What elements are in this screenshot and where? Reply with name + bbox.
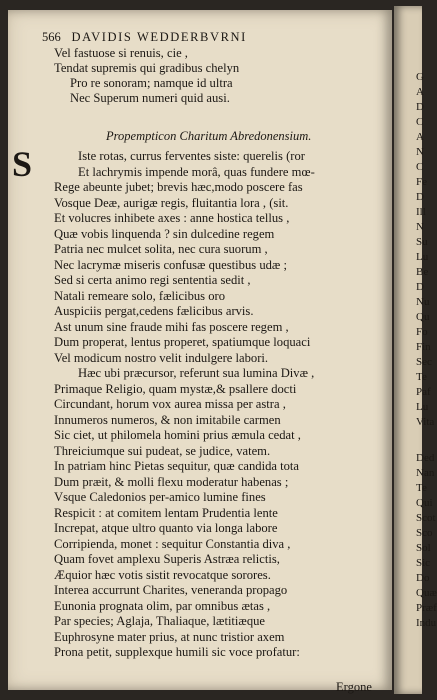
poem-line: Quam fovet amplexu Superis Astræa relictis,: [54, 552, 280, 566]
poem-line: Euphrosyne mater prius, at nunc tristior axem: [54, 629, 285, 644]
facing-page-fragment: Te: [416, 482, 427, 494]
poem-line: Natali remeare solo, fælicibus oro: [54, 288, 226, 303]
poem-line: Prona petit, supplexque humili sic voce profatur:: [54, 645, 300, 659]
poem-line: Interea accurrunt Charites, veneranda propago: [54, 583, 288, 597]
facing-page-fragment: Scot: [416, 512, 436, 524]
facing-page-fragment: Do: [416, 572, 430, 584]
facing-page-fragment: Sol: [416, 542, 431, 554]
facing-page-fragment: D: [416, 281, 424, 293]
facing-page-fragment: Præf: [416, 602, 437, 614]
poem-line: Sed si certa animo regi sententia sedit ,: [54, 273, 251, 287]
catchword: Ergone: [336, 680, 372, 694]
opening-verses: [54, 46, 354, 106]
facing-page-fragment: Lu: [416, 401, 429, 413]
facing-page-fragment: Ded: [416, 452, 435, 464]
poem-line: Hæc ubi præcursor, referunt sua lumina Divæ ,: [78, 366, 315, 380]
poem-line: Eunonia prognata olim, par omnibus ætas ,: [54, 598, 271, 613]
book-page: [8, 10, 392, 694]
poem-line: Primaque Religio, quam mystæ,& psallere docti: [54, 381, 297, 396]
poem-line: Increpat, atque ultro quanto via longa labore: [54, 521, 278, 535]
running-title: DAVIDIS WEDDERBVRNI: [71, 30, 247, 44]
verse-line: Nec Superum numeri quid ausi.: [70, 91, 230, 105]
facing-page-fragment: Lu: [416, 251, 429, 263]
poem-line: Threiciumque sui pudeat, se judice, vatem.: [54, 443, 271, 458]
facing-page-fragment: Ill: [416, 206, 426, 218]
poem-line: Par species; Aglaja, Thaliaque, lætitiæque: [54, 614, 266, 628]
facing-page-fragment: Sco: [416, 527, 433, 539]
poem-line: Dum præit, & molli flexu moderatur habenas ;: [54, 474, 289, 489]
poem-line: Ast unum sine fraude mihi fas poscere regem ,: [54, 319, 289, 334]
facing-page-fragment: Fo: [416, 326, 428, 338]
facing-page-fragment: C: [416, 161, 424, 173]
verse-line: Vel fastuose si renuis, cie ,: [54, 46, 188, 60]
facing-page-fragment: Qui: [416, 497, 433, 509]
facing-page-fragment: Qu: [416, 311, 430, 323]
page-number: 566: [42, 30, 61, 44]
running-header: [42, 30, 247, 45]
poem-line: Patria nec mulcet solita, nec cura suorum ,: [54, 242, 268, 256]
facing-page-fragment: Su: [416, 236, 428, 248]
poem-line: Vosque Deæ, aurigæ regis, fluitantia lora , (sit.: [54, 195, 289, 210]
facing-page-fragment: G: [416, 71, 424, 83]
facing-page-fragment: Nan: [416, 467, 435, 479]
poem-line: Rege abeunte jubet; brevis hæc,modo poscere fas: [54, 180, 303, 194]
facing-page-fragment: Indu: [416, 617, 437, 629]
facing-page-edge: [394, 6, 437, 694]
facing-page-fragment: N: [416, 146, 424, 158]
poem-body: [54, 149, 384, 661]
poem-line: Et volucres inhibete axes : anne hostica tellus ,: [54, 211, 290, 225]
poem-line: Nec lacrymæ miseris confusæ questibus udæ ;: [54, 257, 287, 272]
facing-page-fragment: C: [416, 116, 424, 128]
poem-title: Propempticon Charitum Abredonensium.: [106, 129, 312, 143]
facing-page-fragment: Be: [416, 266, 429, 278]
facing-page-fragment: Te: [416, 371, 427, 383]
poem-line: Auspiciis pergat,cedens fælicibus arvis.: [54, 304, 254, 318]
facing-page-fragment: Sic: [416, 557, 431, 569]
facing-page-fragment: Fin: [416, 341, 431, 353]
facing-page-fragment: N: [416, 221, 424, 233]
facing-page-fragment: Nu: [416, 296, 430, 308]
poem-line: Sic ciet, ut philomela homini prius æmula cedat ,: [54, 428, 301, 442]
poem-line: Æquior hæc votis sistit revocatque sorores.: [54, 567, 271, 582]
facing-page-fragment: Paf: [416, 386, 431, 398]
poem-line: Innumeros numeros, & non imitabile carmen: [54, 412, 281, 427]
facing-page-fragment: D: [416, 101, 424, 113]
poem-line: Iste rotas, currus ferventes siste: querelis (ror: [78, 149, 305, 163]
facing-page-fragment: D: [416, 191, 424, 203]
poem-line: Quæ vobis linquenda ? sin dulcedine regem: [54, 226, 275, 241]
facing-page-fragment: Quæ: [416, 587, 437, 599]
poem-line: Respicit : at comitem lentam Prudentia lente: [54, 505, 278, 520]
drop-cap: S: [12, 144, 33, 184]
facing-page-fragment: Fe: [416, 176, 427, 188]
poem-line: Dum properat, lentus properet, spatiumque loquaci: [54, 335, 311, 349]
poem-line: Circundant, horum vox aurea missa per astra ,: [54, 397, 286, 411]
verse-line: Pro re sonoram; namque id ultra: [70, 76, 233, 90]
facing-page-fragment: Vita: [416, 416, 435, 428]
verse-line: Tendat supremis qui gradibus chelyn: [54, 61, 240, 75]
poem-line: Vel modicum nostro velit indulgere labori.: [54, 350, 269, 365]
facing-page-fragment: A: [416, 86, 424, 98]
facing-page-fragment: A: [416, 131, 424, 143]
poem-line: Vsque Caledonios per-amico lumine fines: [54, 490, 266, 504]
facing-page-fragment: Sec: [416, 356, 432, 368]
poem-line: In patriam hinc Pietas sequitur, quæ candida tota: [54, 459, 300, 473]
poem-line: Corripienda, monet : sequitur Constantia diva ,: [54, 536, 291, 551]
poem-line: Et lachrymis impende morâ, quas fundere mœ-: [78, 164, 315, 179]
